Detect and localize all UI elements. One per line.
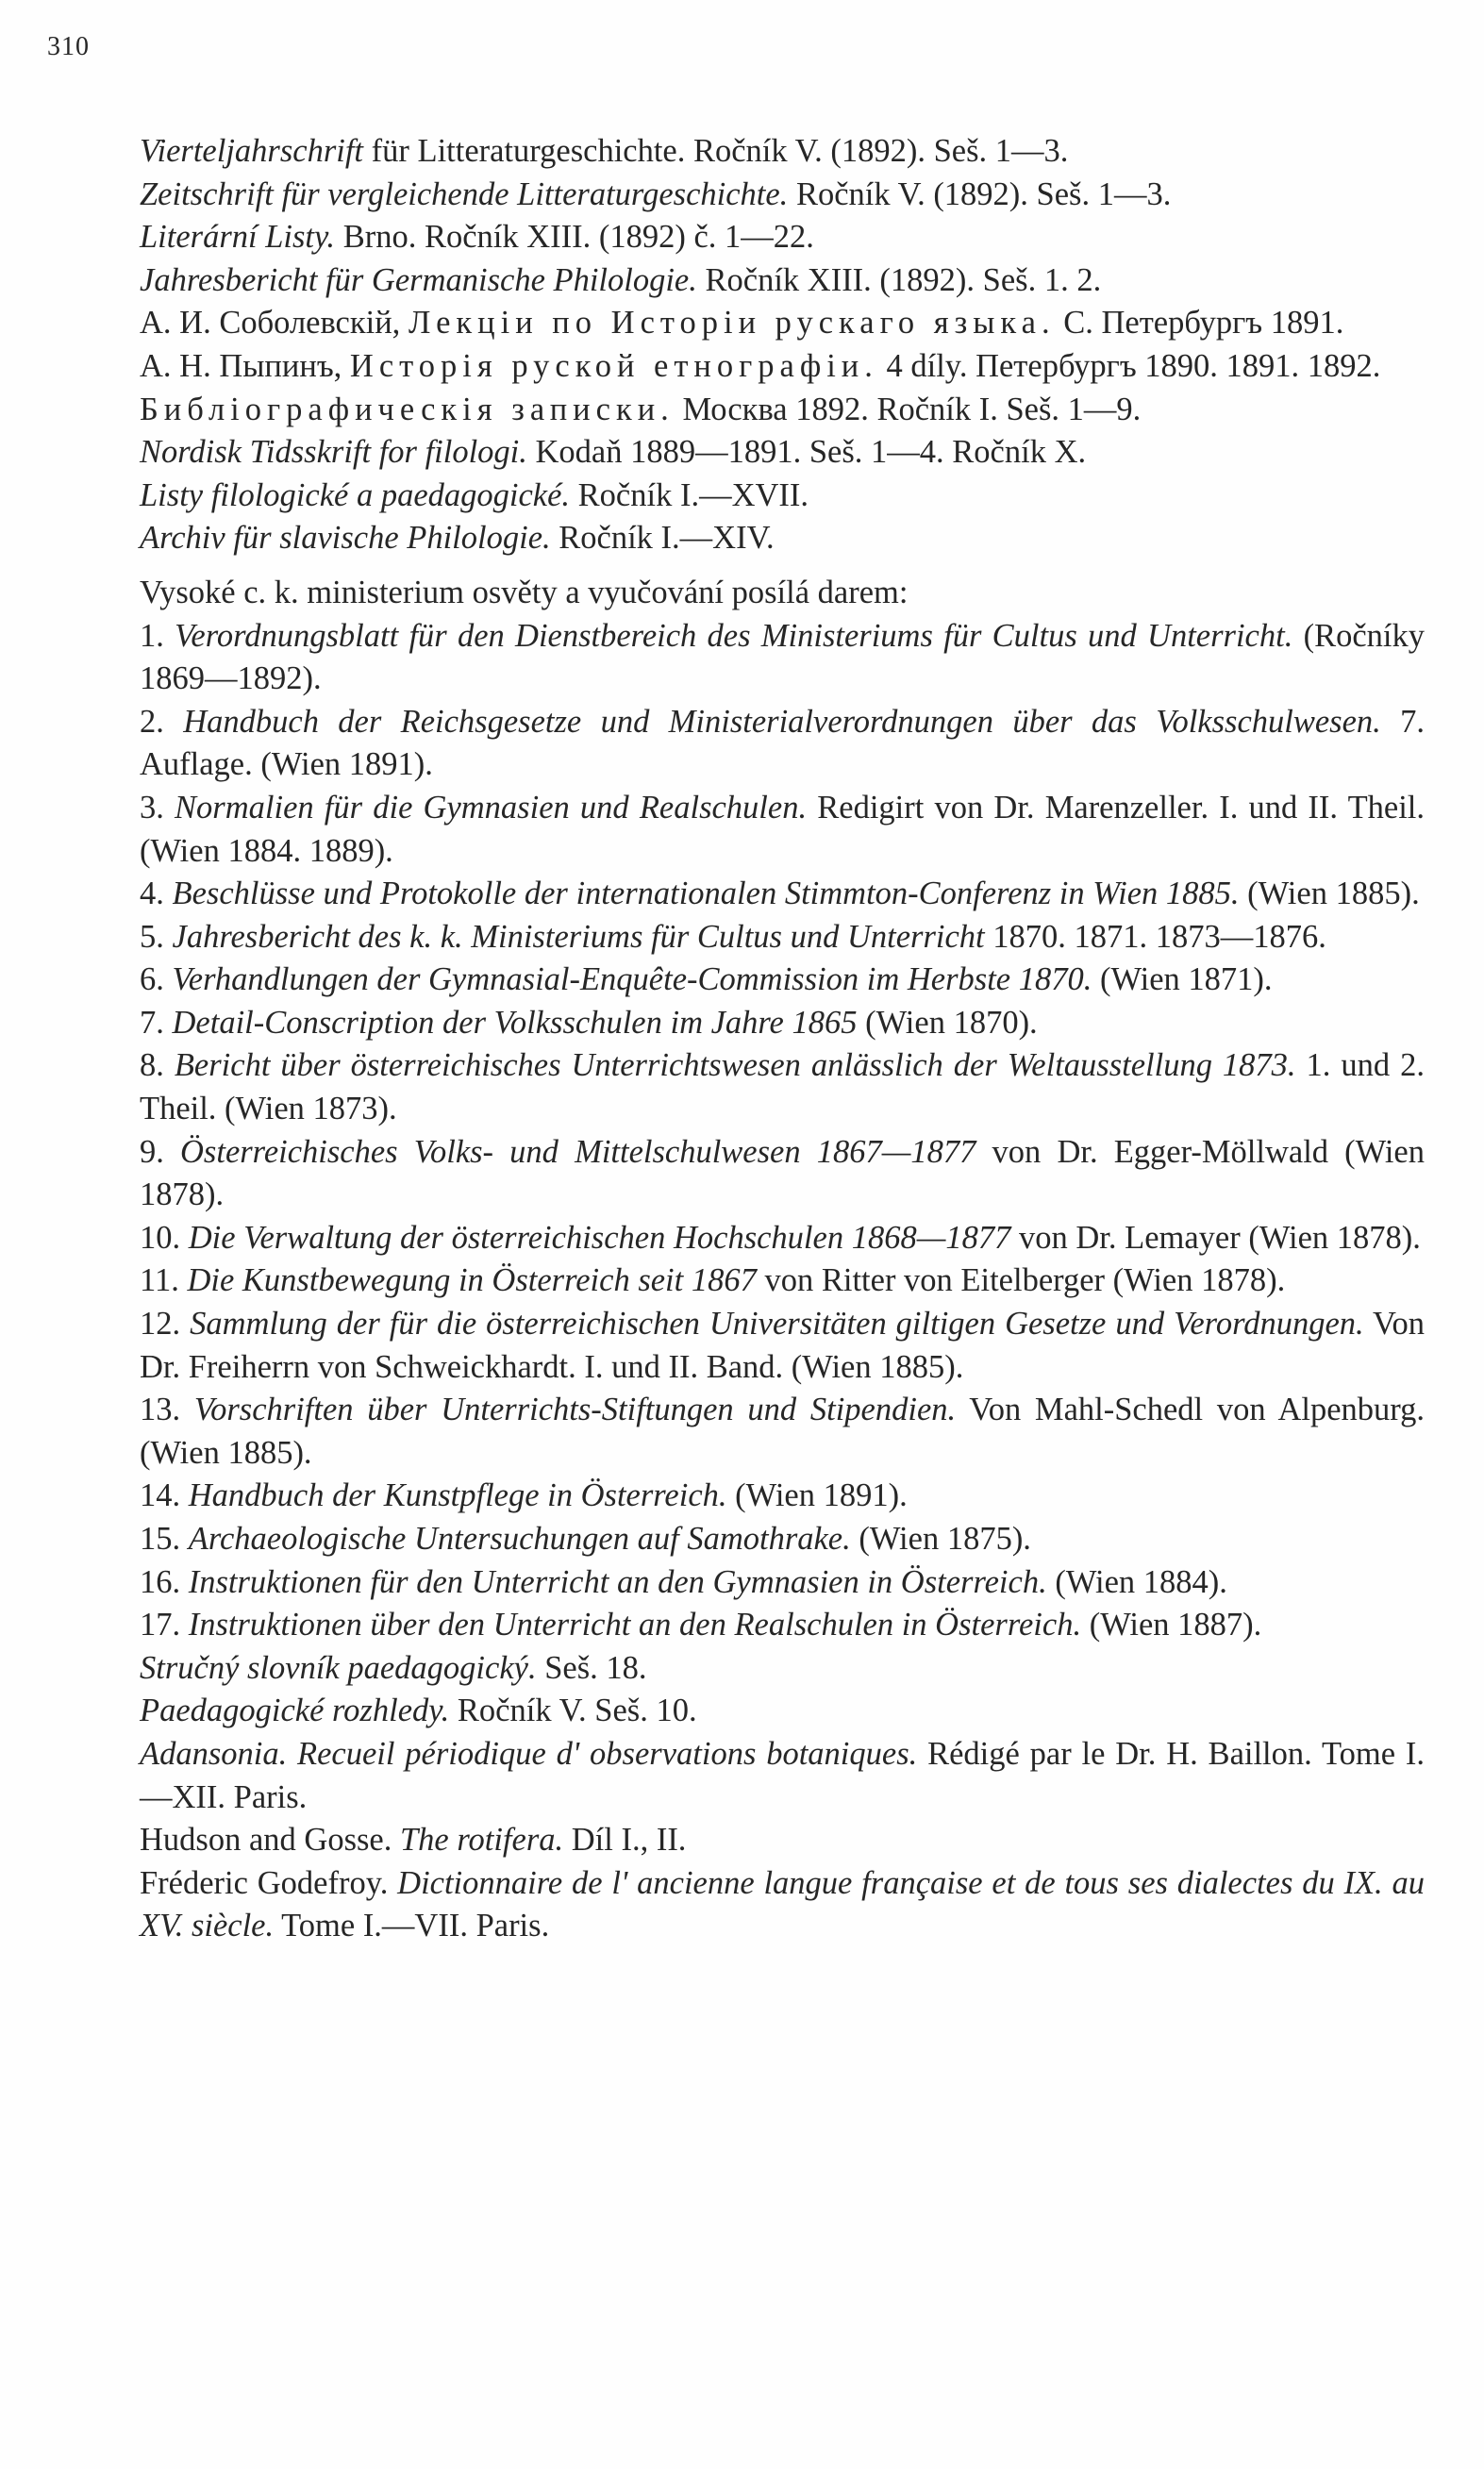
- entry: Hudson and Gosse. The rotifera. Díl I., II.: [140, 1822, 687, 1859]
- list-item: 7. Detail-Conscription der Volksschulen im Jahre 1865 (Wien 1870).: [140, 1004, 1038, 1041]
- list-item: 5. Jahresbericht des k. k. Ministeriums für Cultus und Unterricht 1870. 1871. 1873—1876.: [140, 918, 1326, 955]
- entry: Vierteljahrschrift für Litteraturgeschichte. Ročník V. (1892). Seš. 1—3.: [140, 133, 1069, 169]
- intro-line: Vysoké c. k. ministerium osvěty a vyučování posílá darem:: [140, 574, 909, 610]
- entry: Zeitschrift für vergleichende Litteraturgeschichte. Ročník V. (1892). Seš. 1—3.: [140, 175, 1172, 212]
- entry: Paedagogické rozhledy. Ročník V. Seš. 10.: [140, 1693, 697, 1729]
- list-item: 12. Sammlung der für die österreichischen Universitäten giltigen Gesetze und Verordnungen. Von Dr. Freiherrn von Schweickhardt. I. und II. Band. (Wien 1885).: [140, 1306, 1425, 1385]
- list-item: 4. Beschlüsse und Protokolle der internationalen Stimmton-Conferenz in Wien 1885. (Wien 1885).: [140, 876, 1420, 912]
- list-item: 10. Die Verwaltung der österreichischen Hochschulen 1868—1877 von Dr. Lemayer (Wien 1878).: [140, 1219, 1421, 1256]
- entry: Stručný slovník paedagogický. Seš. 18.: [140, 1649, 647, 1686]
- list-item: 3. Normalien für die Gymnasien und Realschulen. Redigirt von Dr. Marenzeller. I. und II. Theil. (Wien 1884. 1889).: [140, 789, 1426, 869]
- list-item: 17. Instruktionen über den Unterricht an den Realschulen in Österreich. (Wien 1887).: [140, 1607, 1262, 1643]
- entry: Literární Listy. Brno. Ročník XIII. (1892) č. 1—22.: [140, 219, 814, 256]
- entry: А. Н. Пыпинъ, Исторія руской етнографіи. 4 díly. Петербургъ 1890. 1891. 1892.: [140, 347, 1381, 384]
- list-item: 9. Österreichisches Volks- und Mittelschulwesen 1867—1877 von Dr. Egger-Möllwald (Wien 1878).: [140, 1133, 1425, 1213]
- list-item: 8. Bericht über österreichisches Unterrichtswesen anlässlich der Weltausstellung 1873. 1. und 2. Theil. (Wien 1873).: [140, 1047, 1425, 1127]
- entry: Fréderic Godefroy. Dictionnaire de l' ancienne langue française et de tous ses dialectes du IX. au XV. siècle. Tome I.—VII. Paris.: [140, 1864, 1425, 1944]
- list-item: 6. Verhandlungen der Gymnasial-Enquête-Commission im Herbste 1870. (Wien 1871).: [140, 961, 1273, 998]
- list-item: 14. Handbuch der Kunstpflege in Österreich. (Wien 1891).: [140, 1477, 908, 1514]
- entry: Библіографическія записки. Москва 1892. Ročník I. Seš. 1—9.: [140, 391, 1142, 427]
- text-block: [140, 130, 1425, 1948]
- list-item: 1. Verordnungsblatt für den Dienstbereich des Ministeriums für Cultus und Unterricht. (Ročníky 1869—1892).: [140, 617, 1425, 697]
- entry: А. И. Соболевскій, Лекціи по Исторіи рускаго языка. С. Петербургъ 1891.: [140, 305, 1344, 342]
- page-number: 310: [47, 32, 90, 61]
- entry: Adansonia. Recueil périodique d' observations botaniques. Rédigé par le Dr. H. Baillon. Tome I.—XII. Paris.: [140, 1735, 1425, 1815]
- entry: Nordisk Tidsskrift for filologi. Kodaň 1889—1891. Seš. 1—4. Ročník X.: [140, 434, 1087, 471]
- list-item: 2. Handbuch der Reichsgesetze und Ministerialverordnungen über das Volksschulwesen. 7. Auflage. (Wien 1891).: [140, 703, 1426, 783]
- entry: Jahresbericht für Germanische Philologie. Ročník XIII. (1892). Seš. 1. 2.: [140, 261, 1102, 298]
- list-item: 15. Archaeologische Untersuchungen auf Samothrake. (Wien 1875).: [140, 1521, 1031, 1557]
- entry: Archiv für slavische Philologie. Ročník I.—XIV.: [140, 520, 775, 557]
- list-item: 11. Die Kunstbewegung in Österreich seit 1867 von Ritter von Eitelberger (Wien 1878).: [140, 1262, 1286, 1299]
- list-item: 16. Instruktionen für den Unterricht an den Gymnasien in Österreich. (Wien 1884).: [140, 1563, 1227, 1600]
- entry: Listy filologické a paedagogické. Ročník I.—XVII.: [140, 476, 809, 513]
- list-item: 13. Vorschriften über Unterrichts-Stiftungen und Stipendien. Von Mahl-Schedl von Alpenburg. (Wien 1885).: [140, 1392, 1425, 1471]
